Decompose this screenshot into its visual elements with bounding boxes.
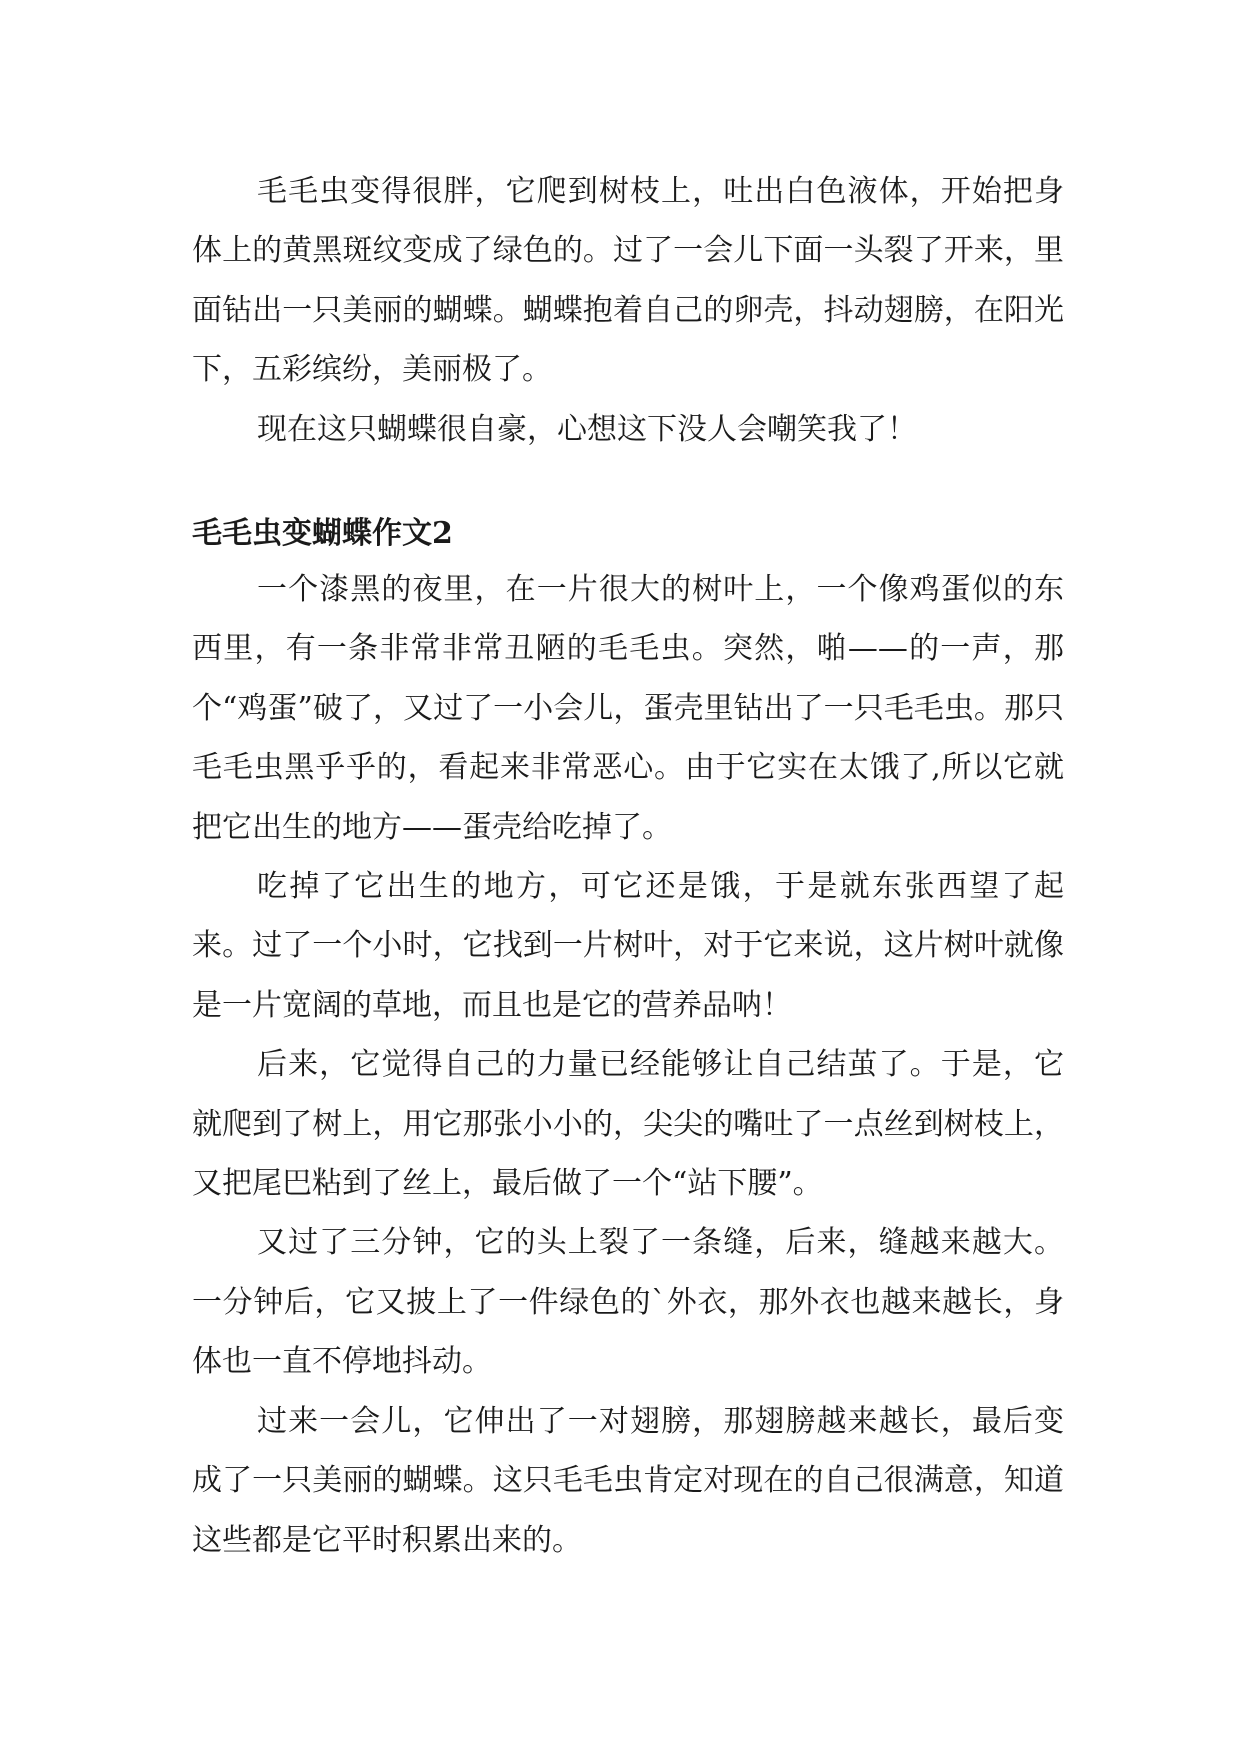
paragraph: 吃掉了它出生的地方，可它还是饿，于是就东张西望了起来。过了一个小时，它找到一片树叶，对于它来说，这片树叶就像是一片宽阔的草地，而且也是它的营养品呐！ xyxy=(192,869,1064,1023)
paragraph: 又过了三分钟，它的头上裂了一条缝，后来，缝越来越大。一分钟后，它又披上了一件绿色的`外衣，那外衣也越来越长，身体也一直不停地抖动。 xyxy=(192,1225,1064,1380)
paragraph: 毛毛虫变得很胖，它爬到树枝上，吐出白色液体，开始把身体上的黄黑斑纹变成了绿色的。过了一会儿下面一头裂了开来，里面钻出一只美丽的蝴蝶。蝴蝶抱着自己的卵壳，抖动翅膀，在阳光下，五彩缤纷，美丽极了。 xyxy=(192,174,1064,388)
paragraph: 一个漆黑的夜里，在一片很大的树叶上，一个像鸡蛋似的东西里，有一条非常非常丑陋的毛毛虫。突然，啪——的一声，那个“鸡蛋”破了，又过了一小会儿，蛋壳里钻出了一只毛毛虫。那只毛毛虫黑乎乎的，看起来非常恶心。由于它实在太饿了,所以它就把它出生的地方——蛋壳给吃掉了。 xyxy=(192,572,1064,845)
section-title: 毛毛虫变蝴蝶作文2 xyxy=(192,516,453,551)
paragraph: 过来一会儿，它伸出了一对翅膀，那翅膀越来越长，最后变成了一只美丽的蝴蝶。这只毛毛虫肯定对现在的自己很满意，知道这些都是它平时积累出来的。 xyxy=(192,1403,1064,1558)
paragraph: 现在这只蝴蝶很自豪，心想这下没人会嘲笑我了！ xyxy=(257,411,917,447)
paragraph: 后来，它觉得自己的力量已经能够让自己结茧了。于是，它就爬到了树上，用它那张小小的，尖尖的嘴吐了一点丝到树枝上，又把尾巴粘到了丝上，最后做了一个“站下腰”。 xyxy=(192,1047,1064,1202)
section-body xyxy=(192,560,1064,1570)
intro-text xyxy=(192,162,1064,459)
